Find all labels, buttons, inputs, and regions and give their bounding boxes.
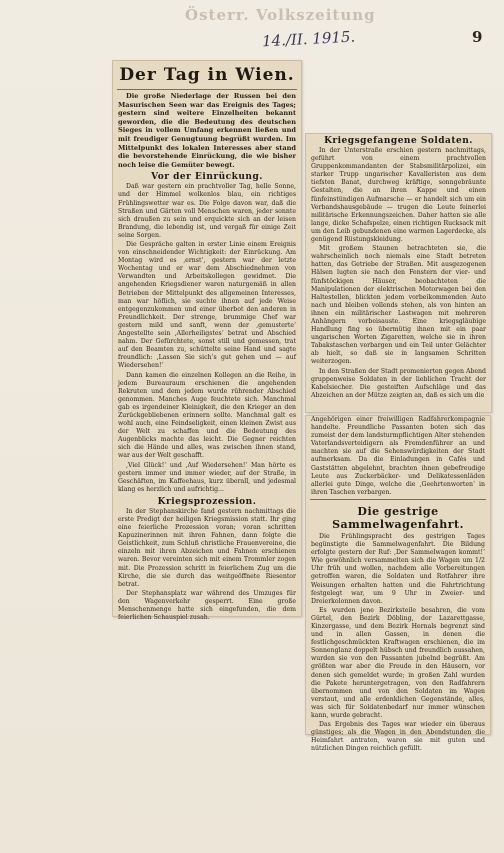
clipping-title: Kriegsgefangene Soldaten. — [324, 136, 473, 146]
section-title-kriegsprozession: Kriegsprozession. — [157, 496, 257, 507]
article-paragraph: Es wurden jene Bezirksteile besahren, die vom Gürtel, den Bezirk Döbling, der Lazarettgasse, Kinzergasse, und dem Bezirk Hernals begrenzt sind und in allen Gassen, in denen die festlichgeschmückten Kraftwagen erschienen, die im Sonnenglanz doppelt hübsch und freundlich aussahen, wurden sie von den Passanten jubelnd begrüßt. Am größten war aber die Freude in den Häusern, vor denen sich gemeldet wurde; in großen Zahl wurden die Pakete heruntergetragen, von den Radfahrern übernommen und von den Soldaten im Wagen verstaut, und alle erdenklichen Gegenstände, alles, was sich für Soldatenbedarf nur immer wünschen kann, wurde gebracht. — [311, 606, 485, 719]
article-paragraph: In der Unterstraße erschien gestern nachmittags, geführt von einem prachtvollen Gruppenkommandanten der Stabsmilitärpolizei, ein starker Trupp ungarischer Kavalleristen aus dem tiefsten Banat, durchweg kräftige, sonngebräunte Gestalten, die an ihren Kappe und einen fünfeinstündigen Aufmarsche — er handelt sich um ein Verbandshausgebäude — trugen die Leute feinerlei militärische Erkennungszeichen. Daher hatten sie alle lange, dicke Schafspelze, einen richtigen Rucksack mit um den Leib gebundenen eine warmen Lagerdecke, als genügend Rüstungskleidung. — [311, 147, 486, 244]
article-paragraph: Die Frühlingspracht des gestrigen Tages begünstigte die Sammelwagenfahrt. Die Bildung erfolgte gestern der Ruf: ‚Der Sammelwagen kommt!‘ Wie gewöhnlich versammelten sich die Wagen um 1/2 Uhr früh und wollen, nachdem alle Vorbereitungen getroffen waren, die Soldaten und Rotfahrer ihre Weisungen erhalten hatten und die Fahrtrichtung festgelegt war, um 9 Uhr in Zweier- und Dreierkolonnen davon. — [311, 532, 485, 605]
lead-paragraph: Die große Niederlage der Russen bei den Masurischen Seen war das Ereignis des Tages; gestern sind weitere Einzelheiten bekannt geworden, die die Bedeutung des deutschen Sieges in vollem Umfang erkennen ließen und mit freudiger Genugtuung begrüßt wurden. Im Mittelpunkt des lokalen Interesses aber stand die bevorstehende Einrückung, die wie bisher noch leise die Gemüter bewegt. — [118, 92, 296, 169]
divider — [117, 89, 297, 90]
section-title-einrueckung: Vor der Einrückung. — [151, 172, 263, 183]
clipping-title: Die gestrige Sammelwagenfahrt. — [332, 504, 464, 531]
clipping-sammelwagenfahrt — [305, 415, 491, 753]
handwritten-date: 14./II. 1915. — [261, 27, 356, 51]
clipping-soldaten — [305, 133, 492, 413]
clipping-headline: Der Tag in Wien. — [119, 65, 295, 85]
article-paragraph: Der Stephansplatz war während des Umzuges für den Wagenverkehr gesperrt. Eine große Menschenmenge hatte sich eingefunden, die dem feierlichen Schauspiel zusah. — [118, 589, 296, 622]
article-paragraph: ‚Viel Glück!‘ und ‚Auf Wiedersehen!‘ Man hörte es gestern immer und immer wieder, auf der Straße, in Geschäften, im Kaffeehaus, kurz überall, und jedesmal klang es herzlich und aufrichtig... — [118, 461, 296, 493]
article-paragraph: Angehörigen einer freiwilligen Radfahrerkompagnie handelte. Freundliche Passanten boten sich das zumeist der dem landsturmpflichtigen Alter stehenden Vaterlandsverteidigern als Fremdenführer an und machten sie auf die Sehenswürdigkeiten der Stadt aufmerksam. Da die Einladungen in Cafés und Gaststätten abgelehnt, brachten ihnen gebefreudige Leute aus Zuckerbäcker- und Delikatessenläden allerlei gute Dinge, welche die ‚Geehrtenworten‘ in ihren Taschen verbargen. — [311, 416, 485, 496]
page-number: 9 — [472, 28, 483, 46]
clipping-der-tag-in-wien — [112, 60, 302, 622]
divider — [310, 499, 486, 500]
article-paragraph: Mit großem Staunen betrachteten sie, die wahrscheinlich noch niemals eine Stadt betreten hatten, das Getriebe der Straßen. Mit ausgezogenen Hälsen lugten sie nach den Fenstern der vier- und fünfstöckigen Häuser, beobachteten die Manipulationen der elektrischen Motorwagen bei den Haltestellen, blickten jedem vorbeikommenden Auto nach und bleiben vollends stehen, als von hinten an ihnen ein militärischer Lastwagen mit mehreren Anhängern vorbeisauste. Eine kriegsgläubige Handlung fing so übermütig ihnen mit ein paar ungarischen Worten Zigaretten, welche sie in ihren Tabakstaschen verbargen und ein Teil unter Gelächter ab hielt, so daß sie in langsamen Schritten weiterzogen. — [311, 245, 486, 366]
article-paragraph: In den Straßen der Stadt promenierten gegen Abend gruppenweise Soldaten in der lieblichen Tracht der Kabelsiecher. Die gesteiften Aufschläge und das Abzeichen an der Mütze zeigten an, daß es sich um die — [311, 367, 486, 399]
article-paragraph: Daß war gestern ein prachtvoller Tag, helle Sonne, und der Himmel wolkenlos blau, ein richtiges Frühlingswetter war es. Die Folge davon war, daß die Straßen und Gärten voll Menschen waren, jeder sonnte sich draußen zu sein und erquickte sich an der leisen Brandung, die lebendig ist, und vergaß für einige Zeit seine Sorgen. — [118, 183, 296, 239]
newspaper-masthead: Österr. Volkszeitung — [185, 6, 376, 24]
article-paragraph: Das Ergebnis des Tages war wieder ein überaus günstiges; als die Wagen in den Abendstunden die Heimfahrt antraten, waren sie mit guten und nützlichen Dingen reichlich gefüllt. — [311, 721, 485, 753]
article-paragraph: Die Gespräche galten in erster Linie einem Ereignis von einschneidender Wichtigkeit: der Einrückung. Am Montag wird es ‚ernst‘, gestern war der letzte Wochentag und er war dem Abschiednehmen von Verwandten und Arbeitskollegen gewidmet. Die angehenden Kriegsdiener waren naturgemäß in allen Betrieben der Mittelpunkt des allgemeinen Interesses, man war höflich, sie suchte ihnen auf jede Weise entgegenzukommen und einer überbot den anderen in Freundlichkeit. Der strenge, brummige Chef war gestern mild und sanft, wenn der ‚gemusterte‘ Angestellte sein ‚Allerheiligstes‘ betrat und Abschied nahm. Der Gefürchtete, sonst still und gemessen, trat auf den Beamten zu, schüttelte seine Hand und sagte freundlich: ‚Lassen Sie sich‘s gut gehen und — auf Wiedersehen!‘ — [118, 241, 296, 370]
article-paragraph: Dann kamen die einzelnen Kollegen an die Reihe, in jedem Bureauraum erschienen die angehenden Rekruten und dem jedem wurde rührender Abschied genommen. Manches Auge feuchtete sich. Manchmal gab es irgendeiner Kleinigkeit, die den Krieger an den Zurückgebliebenen erinnern sollte. Manchmal galt es wohl auch, eine Feindseligkeit, einen kleinen Zwist aus der Welt zu schaffen und die Bedeutung des Augenblicks machte das leicht. Die Gegner reichten sich die Hände und alles, was zwischen ihnen stand, war aus der Welt geschafft. — [118, 371, 296, 460]
article-paragraph: In der Stephanskirche fand gestern nachmittags die erste Predigt der heiligen Kriegsmission statt. Ihr ging eine feierliche Prozession voran; voran schritten Kapuzinerinnen mit ihren Fahnen, dann folgte die Geistlichkeit, zum Schluß christliche Frauenvereine, die einzeln mit ihren Abzeichen und Fahnen erschienen waren. Bevor vereinten sich mit einem Trommler zogen mit. Die Prozession schritt in feierlichem Zug um die Kirche, die sie durch das weitgeöffnete Riesentor betrat. — [118, 507, 296, 588]
